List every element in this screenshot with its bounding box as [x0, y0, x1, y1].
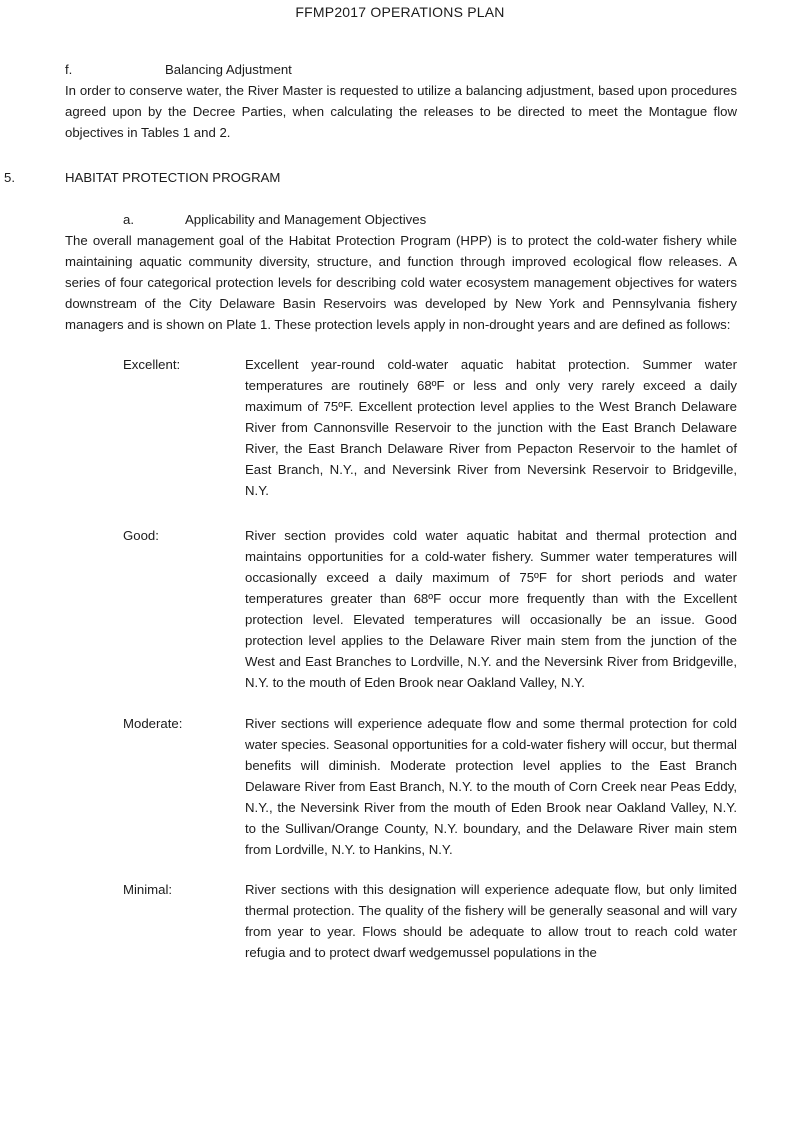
section-f-label: f.	[65, 62, 73, 77]
section-5-title: HABITAT PROTECTION PROGRAM	[65, 170, 281, 185]
protection-level-moderate	[123, 713, 800, 860]
section-a-heading	[0, 209, 800, 230]
section-f-title: Balancing Adjustment	[165, 62, 292, 77]
protection-level-definition: River sections with this designation will experience adequate flow, but only limited thermal protection. The quality of the fishery will be generally seasonal and will vary from year to year. Flows should be adequate to allow trout to reach cold water refugia and to protect dwarf wedgemussel populations in the	[245, 882, 737, 960]
protection-level-term: Minimal:	[123, 882, 173, 897]
protection-level-excellent	[123, 354, 800, 501]
section-a-label: a.	[123, 212, 134, 227]
protection-level-good	[123, 525, 800, 693]
section-a-title: Applicability and Management Objectives	[185, 212, 427, 227]
management-goal-paragraph: The overall management goal of the Habitat Protection Program (HPP) is to protect the cold-water fishery while maintaining aquatic community diversity, structure, and function through improved ecological flow releases. A series of four categorical protection levels for describing cold water ecosystem management objectives for waters downstream of the City Delaware Basin Reservoirs was developed by New York and Pennsylvania fishery managers and is shown on Plate 1. These protection levels apply in non-drought years and are defined as follows:	[65, 233, 737, 332]
section-5-heading	[0, 167, 800, 188]
balancing-adjustment-paragraph: In order to conserve water, the River Master is requested to utilize a balancing adjustment, based upon procedures agreed upon by the Decree Parties, when calculating the releases to be directed to meet the Montague flow objectives in Tables 1 and 2.	[65, 83, 737, 140]
protection-level-minimal	[123, 879, 800, 963]
protection-level-term: Good:	[123, 528, 159, 543]
document-title: FFMP2017 OPERATIONS PLAN	[295, 4, 505, 20]
protection-level-definition: Excellent year-round cold-water aquatic habitat protection. Summer water temperatures are routinely 68ºF or less and only very rarely exceed a daily maximum of 75ºF. Excellent protection level applies to the West Branch Delaware River from Cannonsville Reservoir to the junction with the East Branch Delaware River, the East Branch Delaware River from Pepacton Reservoir to the hamlet of East Branch, N.Y., and Neversink River from Neversink Reservoir to Bridgeville, N.Y.	[245, 357, 737, 498]
section-f-heading	[0, 59, 800, 80]
protection-level-term: Excellent:	[123, 357, 181, 372]
protection-level-definition: River sections will experience adequate flow and some thermal protection for cold water species. Seasonal opportunities for a cold-water fishery will occur, but thermal benefits will diminish. Moderate protection level applies to the East Branch Delaware River from East Branch, N.Y. to the mouth of Corn Creek near Peas Eddy, N.Y., the Neversink River from the mouth of Eden Brook near Oakland Valley, N.Y. to the Sullivan/Orange County, N.Y. boundary, and the Delaware River main stem from Lordville, N.Y. to Hankins, N.Y.	[245, 716, 737, 857]
protection-level-term: Moderate:	[123, 716, 183, 731]
protection-level-definition: River section provides cold water aquatic habitat and thermal protection and maintains opportunities for a cold-water fishery. Summer water temperatures will occasionally exceed a daily maximum of 75ºF for short periods and water temperatures greater than 68ºF occur more frequently than with the Excellent protection level. Elevated temperatures will occasionally be an issue. Good protection level applies to the Delaware River main stem from the junction of the West and East Branches to Lordville, N.Y. and the Neversink River from Bridgeville, N.Y. to the mouth of Eden Brook near Oakland Valley, N.Y.	[245, 528, 737, 690]
section-5-number: 5.	[4, 170, 15, 185]
